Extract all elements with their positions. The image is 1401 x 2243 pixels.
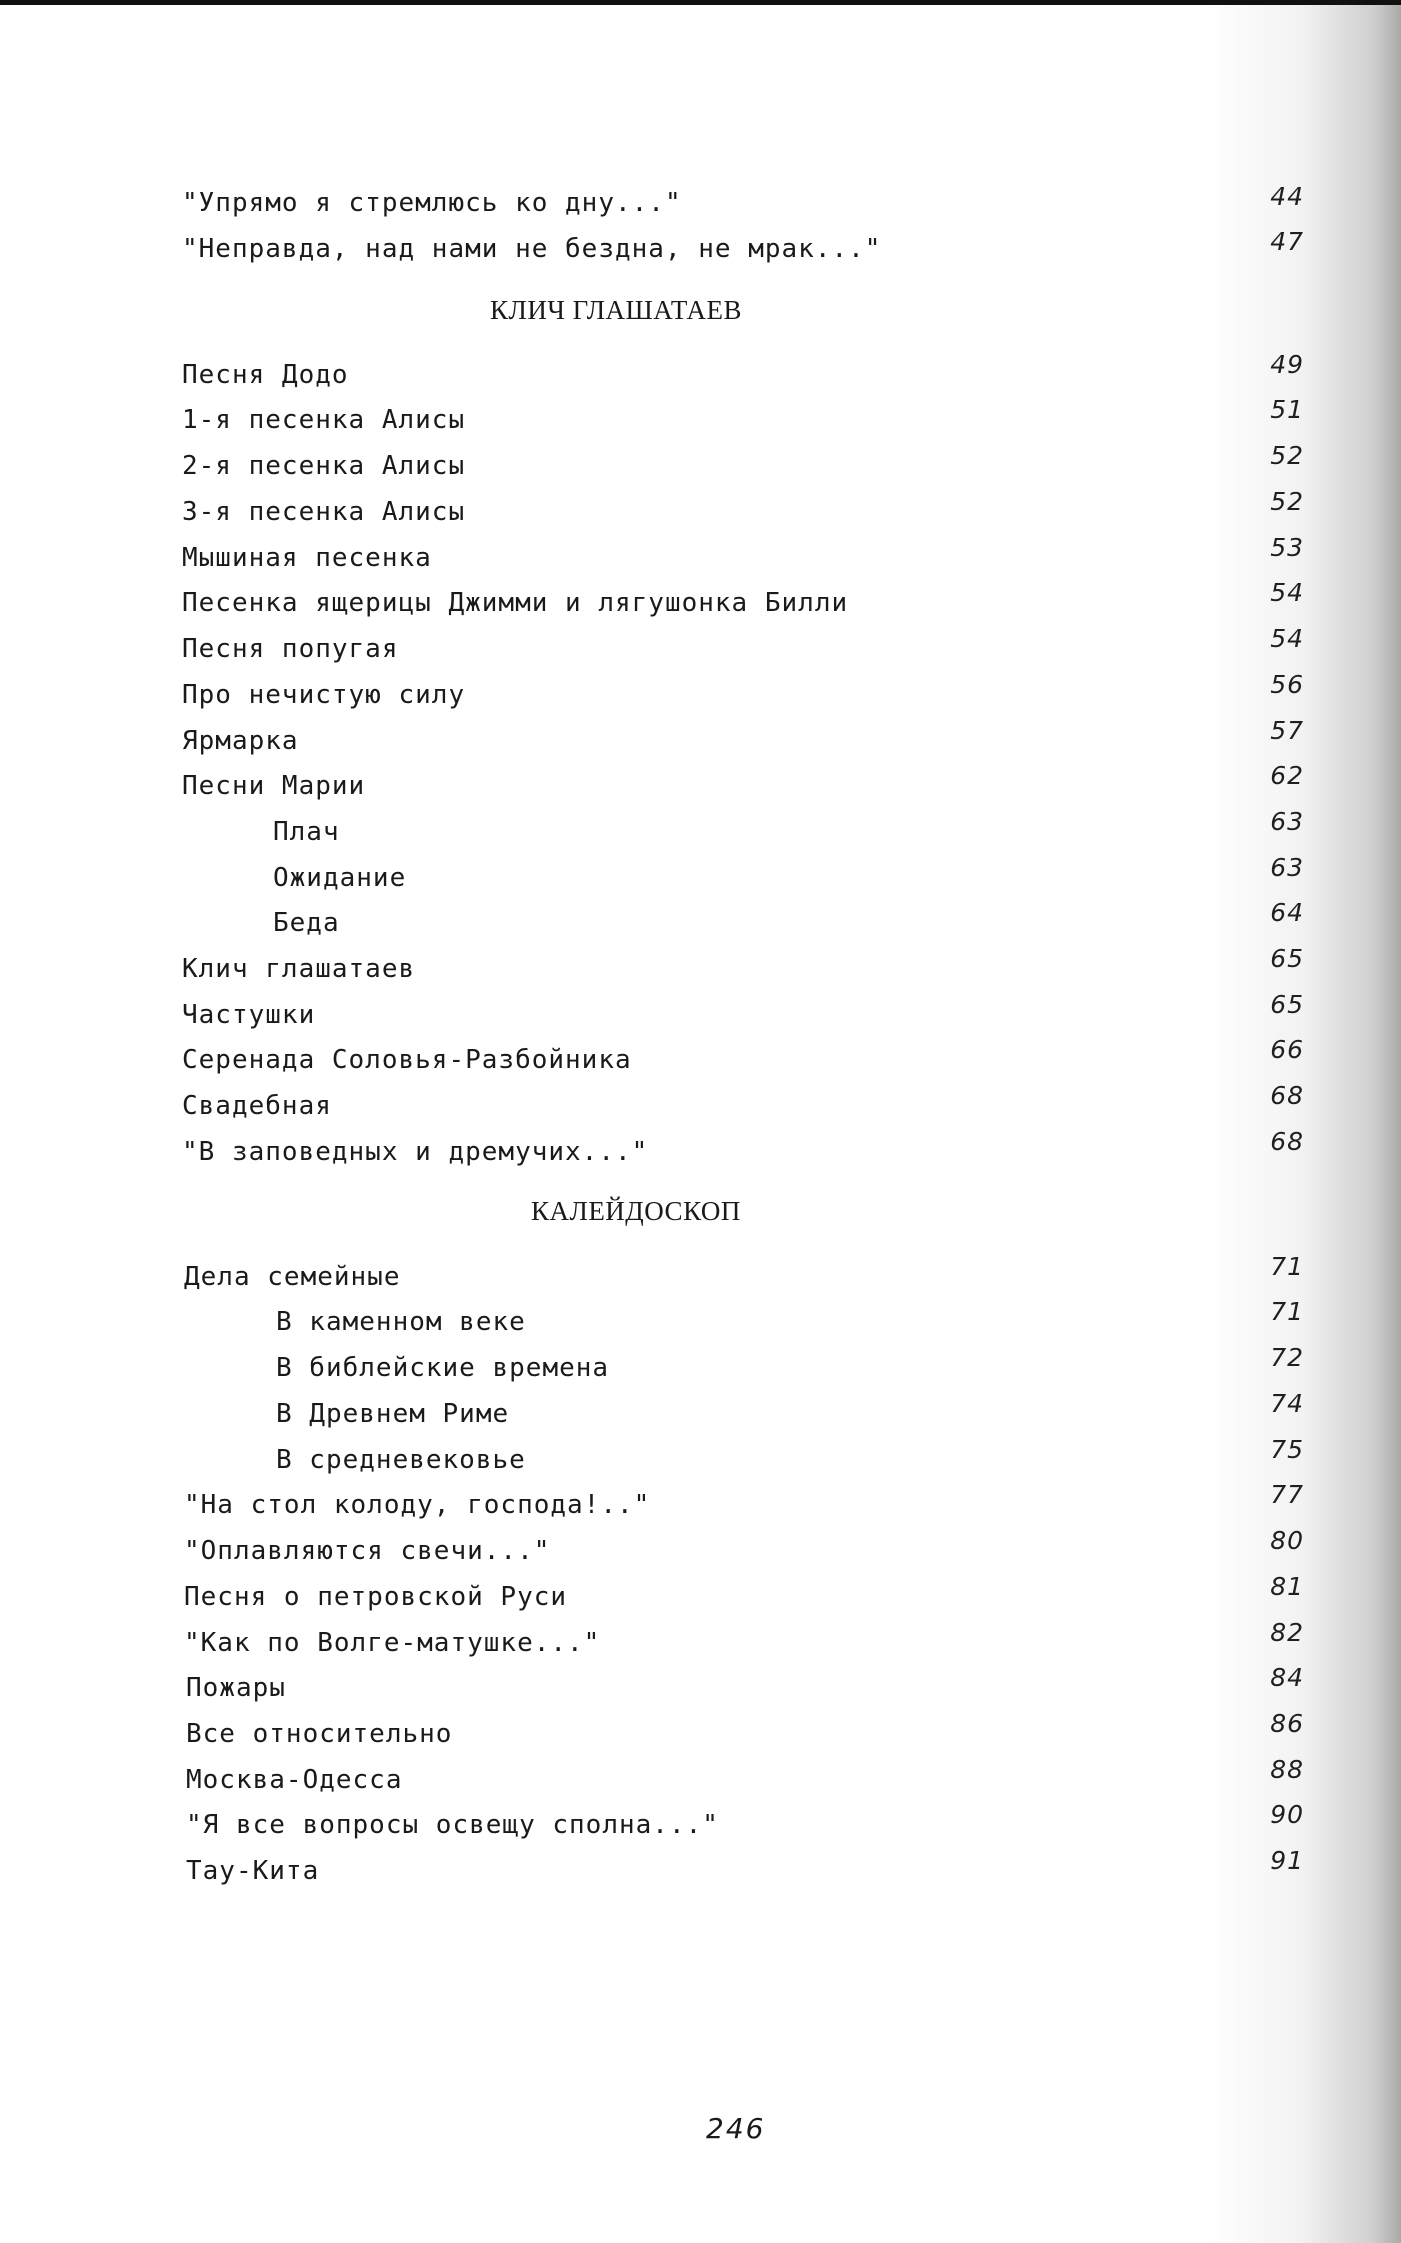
toc-entry-page: 77 xyxy=(1270,1480,1304,1509)
toc-entry-title: 3-я песенка Алисы xyxy=(182,497,466,527)
toc-entry-page: 57 xyxy=(1270,716,1304,745)
toc-entry-page: 44 xyxy=(1270,182,1304,211)
toc-entry-page: 81 xyxy=(1270,1572,1304,1601)
toc-entry-title: Все относительно xyxy=(186,1719,453,1749)
toc-entry-title: "Как по Волге-матушке..." xyxy=(184,1628,601,1658)
toc-subentry-title: В средневековье xyxy=(276,1445,526,1475)
toc-entry-page: 56 xyxy=(1270,670,1304,699)
toc-entry-page: 82 xyxy=(1270,1618,1304,1647)
toc-entry-page: 63 xyxy=(1270,853,1304,882)
toc-entry-title: Частушки xyxy=(182,1000,316,1030)
toc-entry-title: Серенада Соловья-Разбойника xyxy=(182,1045,632,1075)
toc-entry-page: 62 xyxy=(1270,761,1304,790)
toc-entry-page: 65 xyxy=(1270,990,1304,1019)
toc-entry-title: Свадебная xyxy=(182,1091,332,1121)
toc-entry-title: 1-я песенка Алисы xyxy=(182,405,466,435)
toc-entry-page: 49 xyxy=(1270,350,1304,379)
toc-entry-title: Клич глашатаев xyxy=(182,954,416,984)
toc-entry-page: 68 xyxy=(1270,1081,1304,1110)
toc-entry-title: Ярмарка xyxy=(182,726,299,756)
toc-entry-title: Про нечистую силу xyxy=(182,680,466,710)
toc-subentry-title: В каменном веке xyxy=(276,1307,526,1337)
toc-entry-title: Москва-Одесса xyxy=(186,1765,403,1795)
toc-entry-page: 86 xyxy=(1270,1709,1304,1738)
section-heading: КЛИЧ ГЛАШАТАЕВ xyxy=(490,295,743,325)
toc-entry-page: 65 xyxy=(1270,944,1304,973)
toc-entry-page: 75 xyxy=(1270,1435,1304,1464)
toc-entry-page: 47 xyxy=(1270,227,1304,256)
toc-entry-page: 68 xyxy=(1270,1127,1304,1156)
toc-entry-page: 71 xyxy=(1270,1297,1304,1326)
toc-entry-page: 91 xyxy=(1270,1846,1304,1875)
toc-entry-page: 88 xyxy=(1270,1755,1304,1784)
toc-entry-page: 51 xyxy=(1270,395,1304,424)
page-number: 246 xyxy=(706,2112,766,2145)
toc-entry-page: 66 xyxy=(1270,1035,1304,1064)
toc-entry-title: Мышиная песенка xyxy=(182,543,432,573)
toc-entry-page: 74 xyxy=(1270,1389,1304,1418)
toc-subentry-title: Беда xyxy=(273,908,340,938)
toc-entry-page: 54 xyxy=(1270,624,1304,653)
toc-subentry-title: В библейские времена xyxy=(276,1353,610,1383)
toc-entry-page: 52 xyxy=(1270,441,1304,470)
toc-entry-page: 54 xyxy=(1270,578,1304,607)
toc-entry-title: "В заповедных и дремучих..." xyxy=(182,1137,649,1167)
toc-entry-title: "Я все вопросы освещу сполна..." xyxy=(186,1810,719,1840)
toc-entry-title: Дела семейные xyxy=(184,1262,401,1292)
toc-entry-page: 90 xyxy=(1270,1800,1304,1829)
toc-entry-title: 2-я песенка Алисы xyxy=(182,451,466,481)
toc-subentry-title: В Древнем Риме xyxy=(276,1399,510,1429)
toc-entry-page: 53 xyxy=(1270,533,1304,562)
toc-entry-title: Пожары xyxy=(186,1673,286,1703)
toc-entry-title: Песня Додо xyxy=(182,360,349,390)
toc-entry-page: 52 xyxy=(1270,487,1304,516)
toc-entry-page: 80 xyxy=(1270,1526,1304,1555)
section-heading: КАЛЕЙДОСКОП xyxy=(531,1196,741,1226)
toc-entry-title: Песенка ящерицы Джимми и лягушонка Билли xyxy=(182,588,849,618)
toc-entry-title: "Оплавляются свечи..." xyxy=(184,1536,551,1566)
toc-entry-title: "На стол колоду, господа!.." xyxy=(184,1490,651,1520)
toc-entry-page: 64 xyxy=(1270,898,1304,927)
toc-entry-title: Песня о петровской Руси xyxy=(184,1582,568,1612)
toc-entry-page: 71 xyxy=(1270,1252,1304,1281)
toc-entry-title: "Упрямо я стремлюсь ко дну..." xyxy=(182,188,682,218)
toc-entry-title: "Неправда, над нами не бездна, не мрак..." xyxy=(182,234,882,264)
toc-entry-page: 63 xyxy=(1270,807,1304,836)
toc-entry-page: 72 xyxy=(1270,1343,1304,1372)
toc-subentry-title: Плач xyxy=(273,817,340,847)
toc-subentry-title: Ожидание xyxy=(273,863,407,893)
toc-entry-title: Песня попугая xyxy=(182,634,399,664)
toc-entry-title: Тау-Кита xyxy=(186,1856,320,1886)
toc-entry-title: Песни Марии xyxy=(182,771,366,801)
toc-entry-page: 84 xyxy=(1270,1663,1304,1692)
